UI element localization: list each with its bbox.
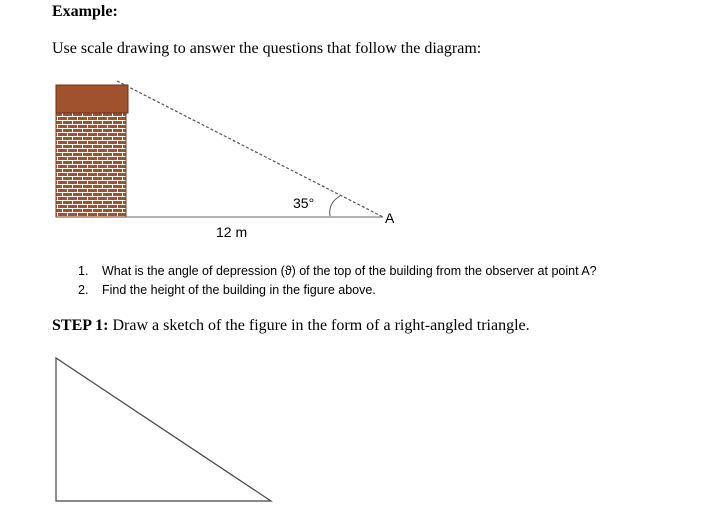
question-number: 2. — [78, 283, 89, 297]
question-number: 1. — [78, 264, 89, 278]
step-text: Draw a sketch of the figure in the form of a right-angled triangle. — [108, 317, 530, 334]
example-heading: Example: — [52, 3, 118, 20]
base-length-label: 12 m — [216, 224, 248, 240]
triangle-sketch — [56, 358, 271, 501]
list-item — [78, 281, 597, 300]
step-label: STEP 1: — [52, 317, 109, 334]
list-item — [78, 262, 597, 281]
angle-label: 35° — [293, 195, 315, 211]
angle-arc — [330, 196, 340, 216]
step-instruction — [52, 317, 530, 335]
building-wall — [56, 113, 126, 217]
building-roof — [56, 85, 128, 113]
line-of-sight — [117, 81, 383, 217]
question-text: Find the height of the building in the figure above. — [102, 283, 376, 297]
questions-list — [78, 262, 597, 300]
intro-text: Use scale drawing to answer the questions that follow the diagram: — [52, 40, 482, 57]
question-text: What is the angle of depression (ϑ) of the top of the building from the observer at point A? — [102, 264, 597, 278]
point-a-label: A — [385, 210, 395, 226]
